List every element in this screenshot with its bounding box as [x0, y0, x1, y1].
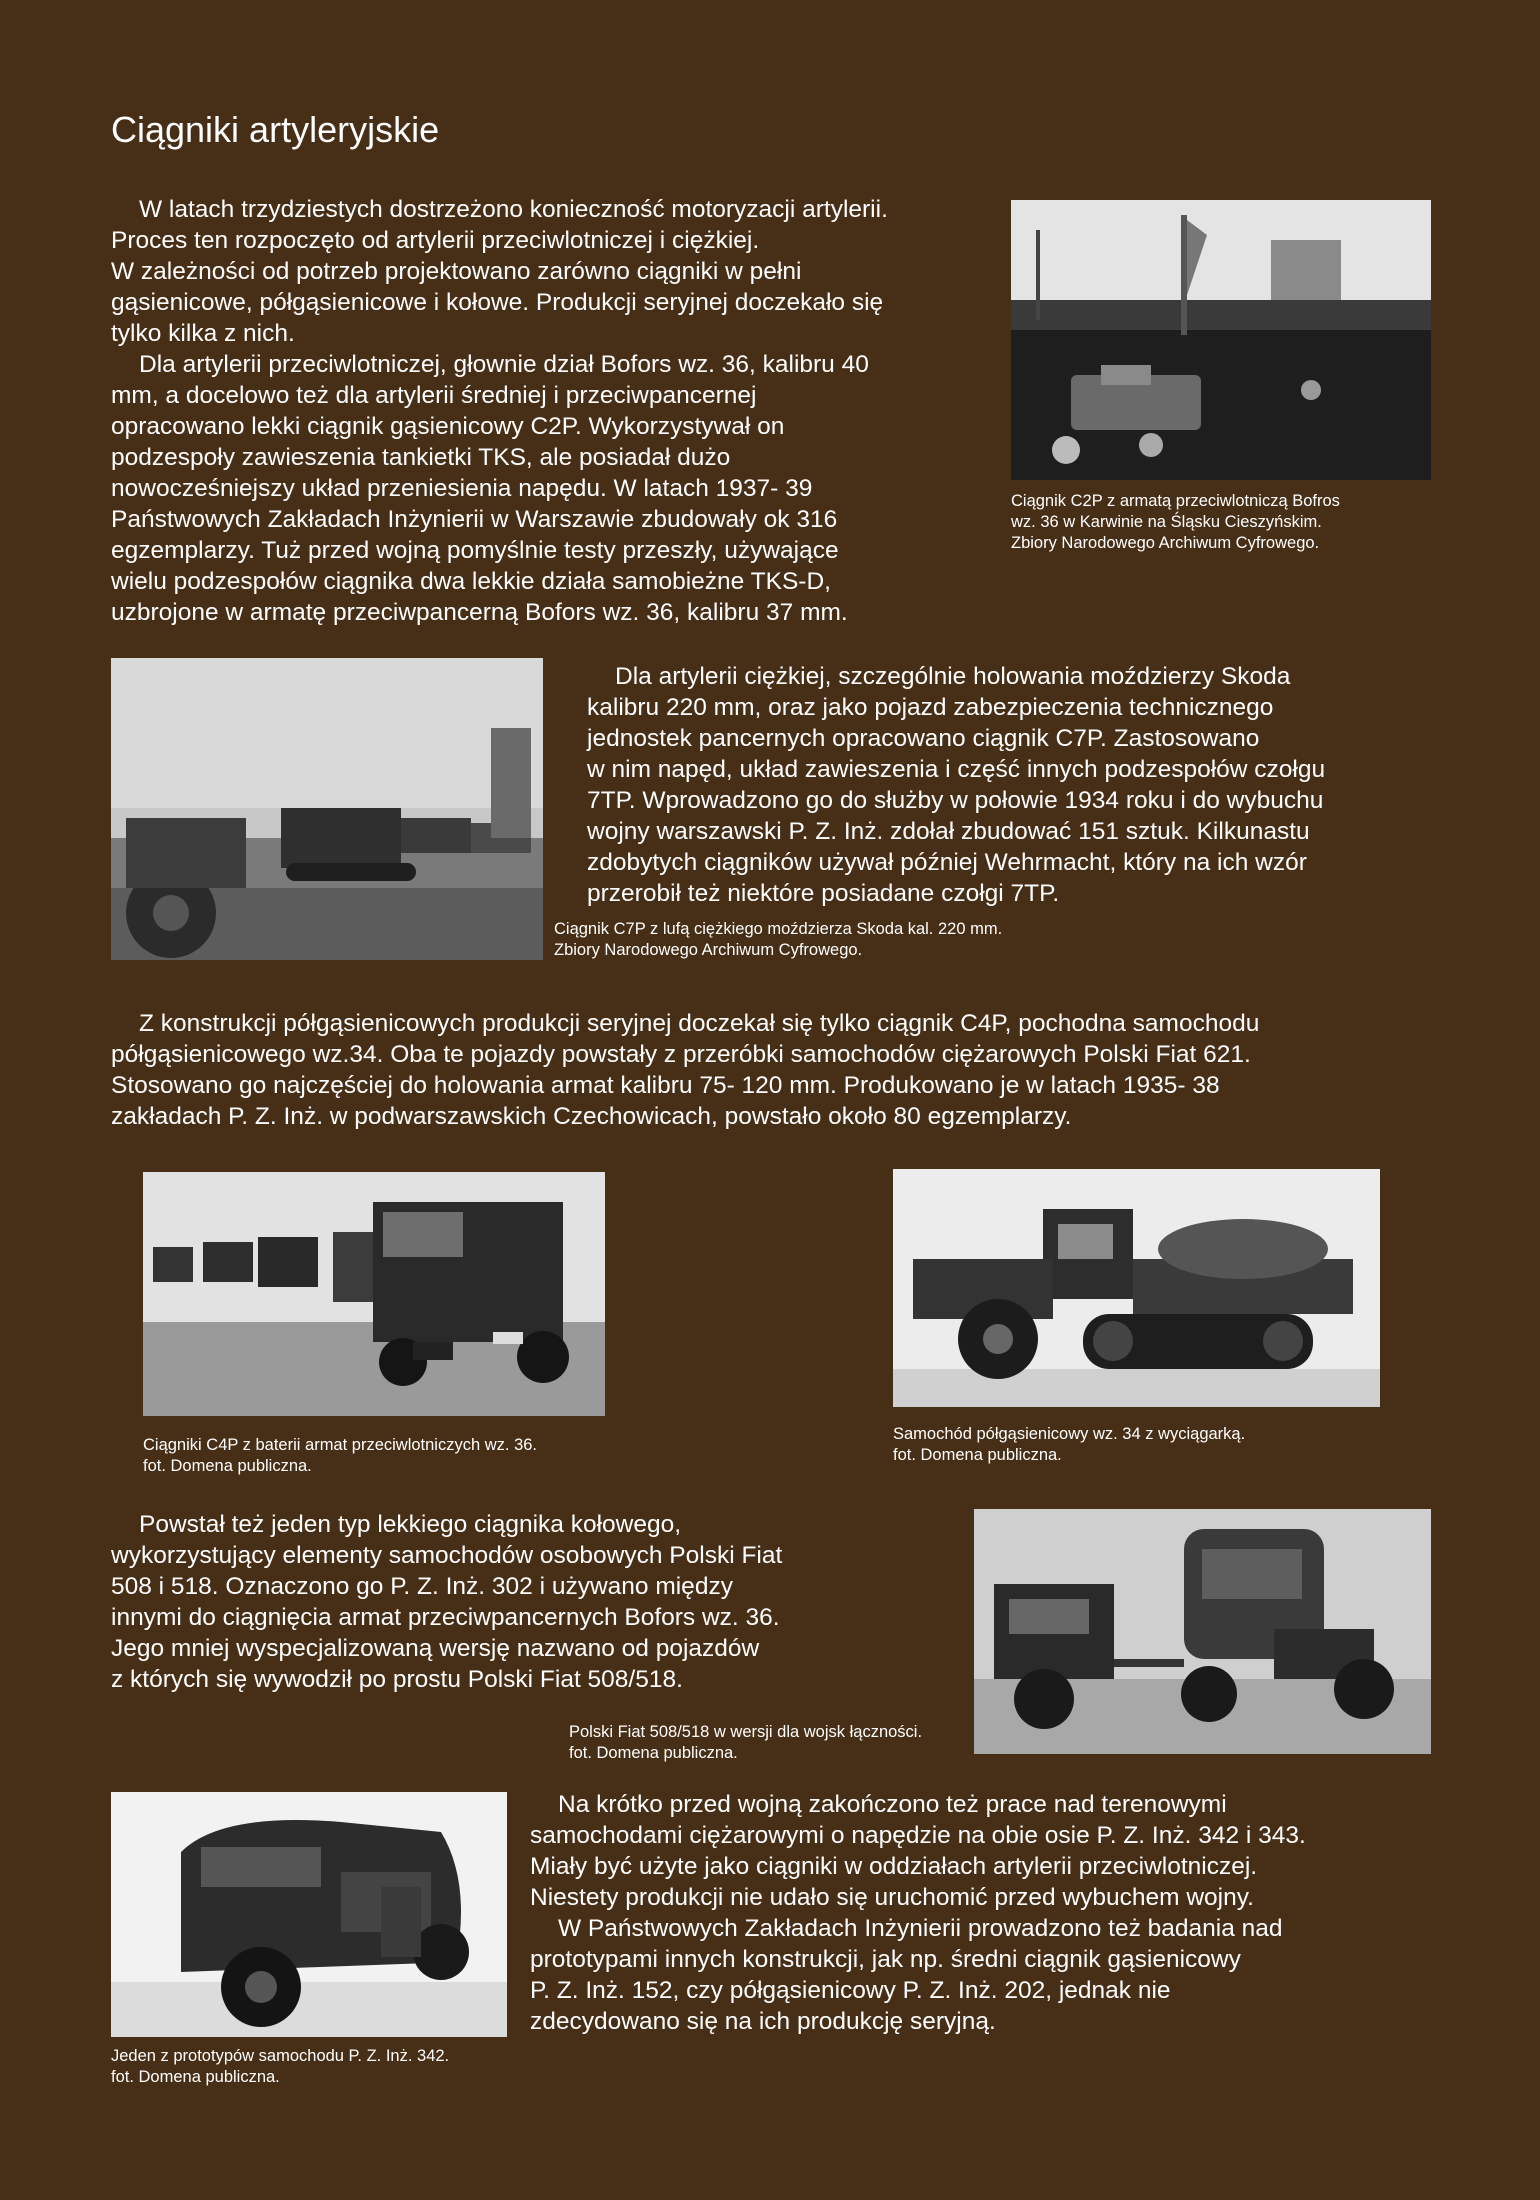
text-line: W Państwowych Zakładach Inżynierii prowadzono też badania nad [558, 1915, 1283, 1942]
text-line: kalibru 220 mm, oraz jako pojazd zabezpieczenia technicznego [587, 694, 1274, 721]
caption-line: Samochód półgąsienicowy wz. 34 z wyciągarką. [893, 1425, 1246, 1443]
photo-wz34-caption [893, 1424, 1245, 1466]
photo-pzinz-342 [111, 1792, 507, 2037]
paragraph-c7p [587, 661, 1325, 909]
text-line: Proces ten rozpoczęto od artylerii przeciwlotniczej i ciężkiej. [111, 227, 760, 254]
text-line: 7TP. Wprowadzono go do służby w połowie 1934 roku i do wybuchu [587, 787, 1324, 814]
caption-line: Zbiory Narodowego Archiwum Cyfrowego. [1011, 534, 1320, 552]
text-line: wykorzystujący elementy samochodów osobowych Polski Fiat [111, 1542, 783, 1569]
photo-fiat-508-518 [974, 1509, 1431, 1754]
text-line: Miały być użyte jako ciągniki w oddziałach artylerii przeciwlotniczej. [530, 1853, 1258, 1880]
text-line: gąsienicowe, półgąsienicowe i kołowe. Produkcji seryjnej doczekało się [111, 289, 884, 316]
caption-line: Zbiory Narodowego Archiwum Cyfrowego. [554, 941, 863, 959]
photo-wz34-halftrack [893, 1169, 1380, 1407]
photo-c2p-caption [1011, 491, 1340, 554]
caption-line: wz. 36 w Karwinie na Śląsku Cieszyńskim. [1011, 513, 1322, 531]
text-line: zdobytych ciągników używał później Wehrmacht, który na ich wzór [587, 849, 1307, 876]
caption-line: fot. Domena publiczna. [893, 1446, 1062, 1464]
photo-fiat-508-caption [569, 1722, 922, 1764]
caption-line: fot. Domena publiczna. [569, 1744, 738, 1762]
text-line: tylko kilka z nich. [111, 320, 295, 347]
text-line: jednostek pancernych opracowano ciągnik C7P. Zastosowano [587, 725, 1260, 752]
text-line: Na krótko przed wojną zakończono też prace nad terenowymi [558, 1791, 1227, 1818]
photo-c4p-column [143, 1172, 605, 1416]
caption-line: Ciągnik C7P z lufą ciężkiego moździerza Skoda kal. 220 mm. [554, 920, 1003, 938]
text-line: w nim napęd, układ zawieszenia i część innych podzespołów czołgu [587, 756, 1326, 783]
text-line: innymi do ciągnięcia armat przeciwpancernych Bofors wz. 36. [111, 1604, 780, 1631]
photo-c2p-tractor [1011, 200, 1431, 480]
paragraph-fiat-508 [111, 1509, 782, 1695]
text-line: samochodami ciężarowymi o napędzie na obie osie P. Z. Inż. 342 i 343. [530, 1822, 1306, 1849]
text-line: wojny warszawski P. Z. Inż. zdołał zbudować 151 sztuk. Kilkunastu [587, 818, 1310, 845]
caption-line: Ciągnik C2P z armatą przeciwlotniczą Bofros [1011, 492, 1340, 510]
text-line: Niestety produkcji nie udało się uruchomić przed wybuchem wojny. [530, 1884, 1254, 1911]
text-line: podzespoły zawieszenia tankietki TKS, ale posiadał dużo [111, 444, 731, 471]
text-line: Dla artylerii przeciwlotniczej, głownie dział Bofors wz. 36, kalibru 40 [139, 351, 869, 378]
text-line: prototypami innych konstrukcji, jak np. średni ciągnik gąsienicowy [530, 1946, 1241, 1973]
text-line: opracowano lekki ciągnik gąsienicowy C2P. Wykorzystywał on [111, 413, 785, 440]
text-line: Z konstrukcji półgąsienicowych produkcji seryjnej doczekał się tylko ciągnik C4P, pochodna samochodu [139, 1010, 1260, 1037]
caption-line: Polski Fiat 508/518 w wersji dla wojsk łączności. [569, 1723, 923, 1741]
photo-c4p-caption [143, 1435, 537, 1477]
text-line: W zależności od potrzeb projektowano zarówno ciągniki w pełni [111, 258, 802, 285]
text-line: 508 i 518. Oznaczono go P. Z. Inż. 302 i używano między [111, 1573, 733, 1600]
text-line: zakładach P. Z. Inż. w podwarszawskich Czechowicach, powstało około 80 egzemplarzy. [111, 1103, 1072, 1130]
text-line: wielu podzespołów ciągnika dwa lekkie działa samobieżne TKS-D, [111, 568, 831, 595]
caption-line: fot. Domena publiczna. [111, 2068, 280, 2086]
text-line: egzemplarzy. Tuż przed wojną pomyślnie testy przeszły, używające [111, 537, 839, 564]
text-line: Powstał też jeden typ lekkiego ciągnika kołowego, [139, 1511, 682, 1538]
text-line: Państwowych Zakładach Inżynierii w Warszawie zbudowały ok 316 [111, 506, 838, 533]
text-line: zdecydowano się na ich produkcję seryjną. [530, 2008, 996, 2035]
caption-line: fot. Domena publiczna. [143, 1457, 312, 1475]
text-line: P. Z. Inż. 152, czy półgąsienicowy P. Z. Inż. 202, jednak nie [530, 1977, 1171, 2004]
photo-pzinz-342-caption [111, 2046, 449, 2088]
text-line: z których się wywodził po prostu Polski Fiat 508/518. [111, 1666, 683, 1693]
text-line: Jego mniej wyspecjalizowaną wersję nazwano od pojazdów [111, 1635, 760, 1662]
page-title: Ciągniki artyleryjskie [111, 109, 440, 150]
photo-c7p-caption [554, 919, 1002, 961]
paragraph-prototypes [530, 1789, 1306, 2037]
text-line: mm, a docelowo też dla artylerii średniej i przeciwpancernej [111, 382, 757, 409]
text-line: Stosowano go najczęściej do holowania armat kalibru 75- 120 mm. Produkowano je w latach 1935- 38 [111, 1072, 1220, 1099]
caption-line: Ciągniki C4P z baterii armat przeciwlotniczych wz. 36. [143, 1436, 538, 1454]
paragraph-c4p [111, 1008, 1259, 1132]
paragraph-intro [111, 194, 888, 628]
text-line: W latach trzydziestych dostrzeżono konieczność motoryzacji artylerii. [139, 196, 888, 223]
photo-c7p-tractor [111, 658, 543, 960]
text-line: uzbrojone w armatę przeciwpancerną Bofors wz. 36, kalibru 37 mm. [111, 599, 848, 626]
text-line: półgąsienicowego wz.34. Oba te pojazdy powstały z przeróbki samochodów ciężarowych Polski Fiat 621. [111, 1041, 1251, 1068]
text-line: Dla artylerii ciężkiej, szczególnie holowania moździerzy Skoda [615, 663, 1291, 690]
caption-line: Jeden z prototypów samochodu P. Z. Inż. 342. [111, 2047, 450, 2065]
text-line: nowocześniejszy układ przeniesienia napędu. W latach 1937- 39 [111, 475, 813, 502]
text-line: przerobił też niektóre posiadane czołgi 7TP. [587, 880, 1060, 907]
